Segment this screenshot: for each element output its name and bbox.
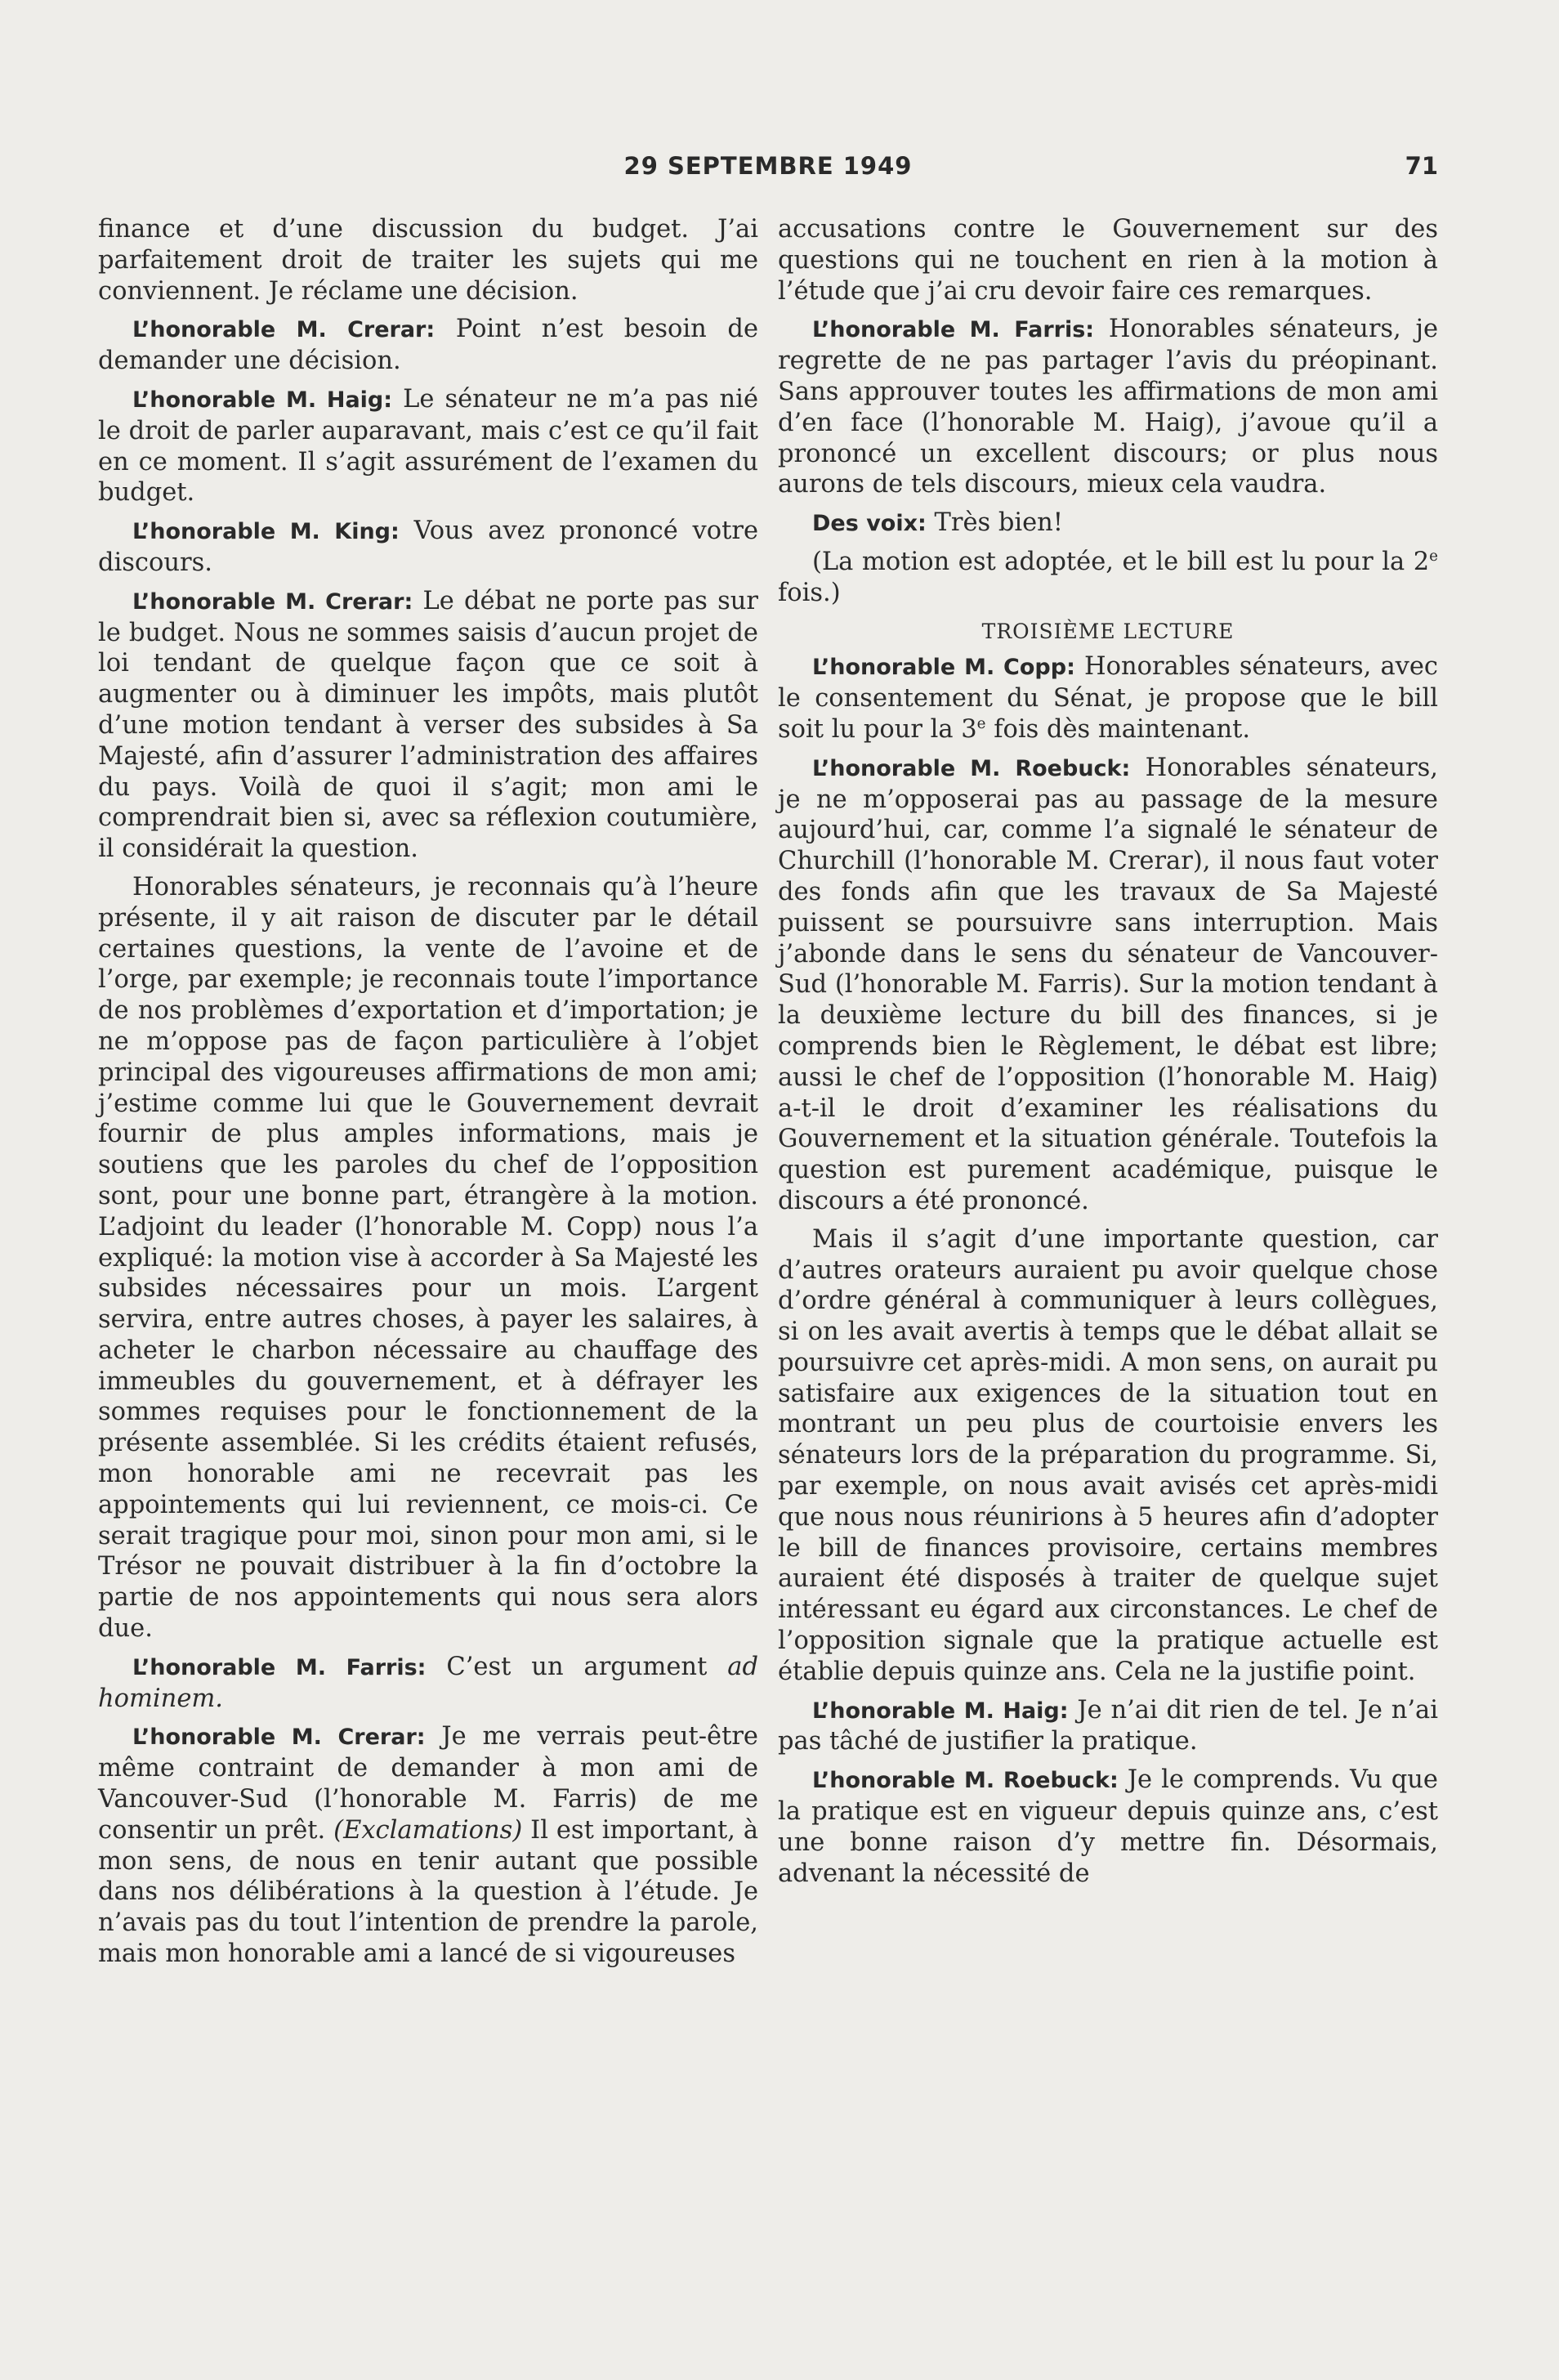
speaker-name: L’honorable M. Haig:	[812, 1698, 1069, 1724]
paragraph-text: Point n’est besoin de demander une décision.	[98, 315, 758, 376]
paragraph	[778, 753, 1438, 1217]
paragraph	[778, 651, 1438, 745]
speaker-name: L’honorable M. Crerar:	[132, 317, 436, 343]
paragraph	[778, 214, 1438, 306]
speaker-name: L’honorable M. Copp:	[812, 655, 1075, 681]
paragraph	[778, 1224, 1438, 1688]
speaker-name: L’honorable M. Roebuck:	[812, 1768, 1119, 1794]
paragraph-text: fois dès maintenant.	[985, 714, 1251, 744]
paragraph	[98, 214, 758, 306]
paragraph	[778, 1695, 1438, 1758]
paragraph	[98, 872, 758, 1644]
paragraph-text: Honorables sénateurs, je reconnais qu’à l’heure présente, il y ait raison de discuter par le détail certaines questions, la vente de l’avoine et de l’orge, par exemple; je reconnais toute l’importance de nos problèmes d’exportation et d’importation; je ne m’oppose pas de façon particulière à l’objet principal des vigoureuses affirmations de mon ami; j’estime comme lui que le Gouvernement devrait fournir de plus amples informations, mais je soutiens que les paroles du chef de l’opposition sont, pour une bonne part, étrangère à la motion. L’adjoint du leader (l’honorable M. Copp) nous l’a expliqué: la motion vise à accorder à Sa Majesté les subsides nécessaires pour un mois. L’argent servira, entre autres choses, à payer les salaires, à acheter le charbon nécessaire au chauffage des immeubles du gouvernement, et à défrayer les sommes requises pour le fonctionnement de la présente assemblée. Si les crédits étaient refusés, mon honorable ami ne recevrait pas les appointements qui lui reviennent, ce mois-ci. Ce serait tragique pour moi, sinon pour mon ami, si le Trésor ne pouvait distribuer à la fin d’octobre la partie de nos appointements qui nous sera alors due.	[98, 872, 758, 1644]
speaker-name: L’honorable M. Roebuck:	[812, 755, 1131, 781]
paragraph-text: Très bien!	[934, 508, 1064, 538]
paragraph-text: Je le comprends. Vu que la pratique est en vigueur depuis quinze ans, c’est une bonne raison d’y mettre fin. Désormais, advenant la nécessité de	[778, 1765, 1438, 1888]
superscript: e	[976, 714, 986, 732]
page-number: 71	[1405, 152, 1438, 180]
speaker-name: Des voix:	[812, 511, 927, 537]
right-column	[778, 214, 1438, 1896]
paragraph-text: (La motion est adoptée, et le bill est lu pour la 2	[812, 547, 1430, 576]
paragraph	[778, 1765, 1438, 1889]
speaker-name: L’honorable M. Farris:	[132, 1654, 427, 1680]
header-date: 29 SEPTEMBRE 1949	[623, 152, 913, 180]
paragraph-text: finance et d’une discussion du budget. J’ai parfaitement droit de traiter les sujets qui me conviennent. Je réclame une décision.	[98, 215, 758, 306]
left-column	[98, 214, 758, 1977]
paragraph	[98, 314, 758, 377]
paragraph	[98, 384, 758, 508]
paragraph	[98, 1721, 758, 1969]
speaker-name: L’honorable M. Farris:	[812, 317, 1095, 343]
paragraph	[778, 547, 1438, 609]
paragraph-text: Vous avez prononcé votre discours.	[98, 517, 759, 577]
superscript: e	[1429, 547, 1438, 565]
paragraph	[778, 314, 1438, 500]
speaker-name: L’honorable M. Crerar:	[132, 1725, 426, 1751]
paragraph	[98, 1652, 758, 1715]
paragraph-text: Honorables sénateurs, je ne m’opposerai pas au passage de la mesure aujourd’hui, car, comme l’a signalé le sénateur de Churchill (l’honorable M. Crerar), il nous faut voter des fonds afin que les travaux de Sa Majesté puissent se poursuivre sans interruption. Mais j’abonde dans le sens du sénateur de Vancouver-Sud (l’honorable M. Farris). Sur la motion tendant à la deuxième lecture du bill des finances, si je comprends bien le Règlement, le débat est libre; aussi le chef de l’opposition (l’honorable M. Haig) a-t-il le droit d’examiner les réalisations du Gouvernement et la situation générale. Toutefois la question est purement académique, puisque le discours a été prononcé.	[778, 753, 1438, 1215]
paragraph-text: Le sénateur ne m’a pas nié le droit de parler auparavant, mais c’est ce qu’il fait en ce moment. Il s’agit assurément de l’examen du budget.	[98, 384, 758, 508]
paragraph-text: Mais il s’agit d’une importante question, car d’autres orateurs auraient pu avoir quelque chose d’ordre général à communiquer à leurs collègues, si on les avait avertis à temps que le débat allait se poursuivre cet après-midi. A mon sens, on aurait pu satisfaire aux exigences de la situation tout en montrant un peu plus de courtoisie envers les sénateurs lors de la préparation du programme. Si, par exemple, on nous avait avisés cet après-midi que nous nous réunirions à 5 heures afin d’adopter le bill de finances provisoire, certains membres auraient été disposés à traiter de quelque sujet intéressant eu égard aux circonstances. Le chef de l’opposition signale que la pratique actuelle est établie depuis quinze ans. Cela ne la justifie point.	[778, 1224, 1438, 1686]
paragraph-text: Honorables sénateurs, avec le consentement du Sénat, je propose que le bill soit lu pour la 3	[778, 652, 1438, 744]
paragraph-text: Je me verrais peut-être même contraint de demander à mon ami de Vancouver-Sud (l’honorable M. Farris) de me consentir un prêt.	[98, 1722, 758, 1845]
section-heading: TROISIÈME LECTURE	[981, 619, 1235, 643]
paragraph-text: Il est important, à mon sens, de nous en tenir autant que possible dans nos délibérations à la question à l’étude. Je n’avais pas du tout l’intention de prendre la parole, mais mon honorable ami a lancé de si vigoureuses	[98, 1815, 759, 1969]
paragraph-text: Je n’ai dit rien de tel. Je n’ai pas tâché de justifier la pratique.	[778, 1695, 1438, 1756]
page-header	[98, 152, 1438, 188]
speaker-name: L’honorable M. Haig:	[132, 387, 393, 413]
paragraph-text: Le débat ne porte pas sur le budget. Nous ne sommes saisis d’aucun projet de loi tendant de quelque façon que ce soit à augmenter ou à diminuer les impôts, mais plutôt d’une motion tendant à verser des subsides à Sa Majesté, afin d’assurer l’administration des affaires du pays. Voilà de quoi il s’agit; mon ami le comprendrait bien si, avec sa réflexion coutumière, il considérait la question.	[98, 586, 758, 864]
paragraph-text: C’est un argument	[446, 1652, 708, 1681]
paragraph	[778, 508, 1438, 539]
paragraph-text: Honorables sénateurs, je regrette de ne pas partager l’avis du préopinant. Sans approuver toutes les affirmations de mon ami d’en face (l’honorable M. Haig), j’avoue qu’il a prononcé un excellent discours; or plus nous aurons de tels discours, mieux cela vaudra.	[778, 315, 1439, 499]
paragraph	[98, 586, 758, 865]
italic-text: (Exclamations)	[333, 1815, 523, 1845]
paragraph-text: fois.)	[778, 578, 841, 607]
italic-text: ad hominem.	[98, 1652, 758, 1713]
paragraph	[98, 516, 758, 579]
speaker-name: L’honorable M. Crerar:	[132, 588, 413, 615]
speaker-name: L’honorable M. King:	[132, 519, 400, 545]
paragraph-text: accusations contre le Gouvernement sur des questions qui ne touchent en rien à la motion à l’étude que j’ai cru devoir faire ces remarques.	[778, 215, 1438, 306]
